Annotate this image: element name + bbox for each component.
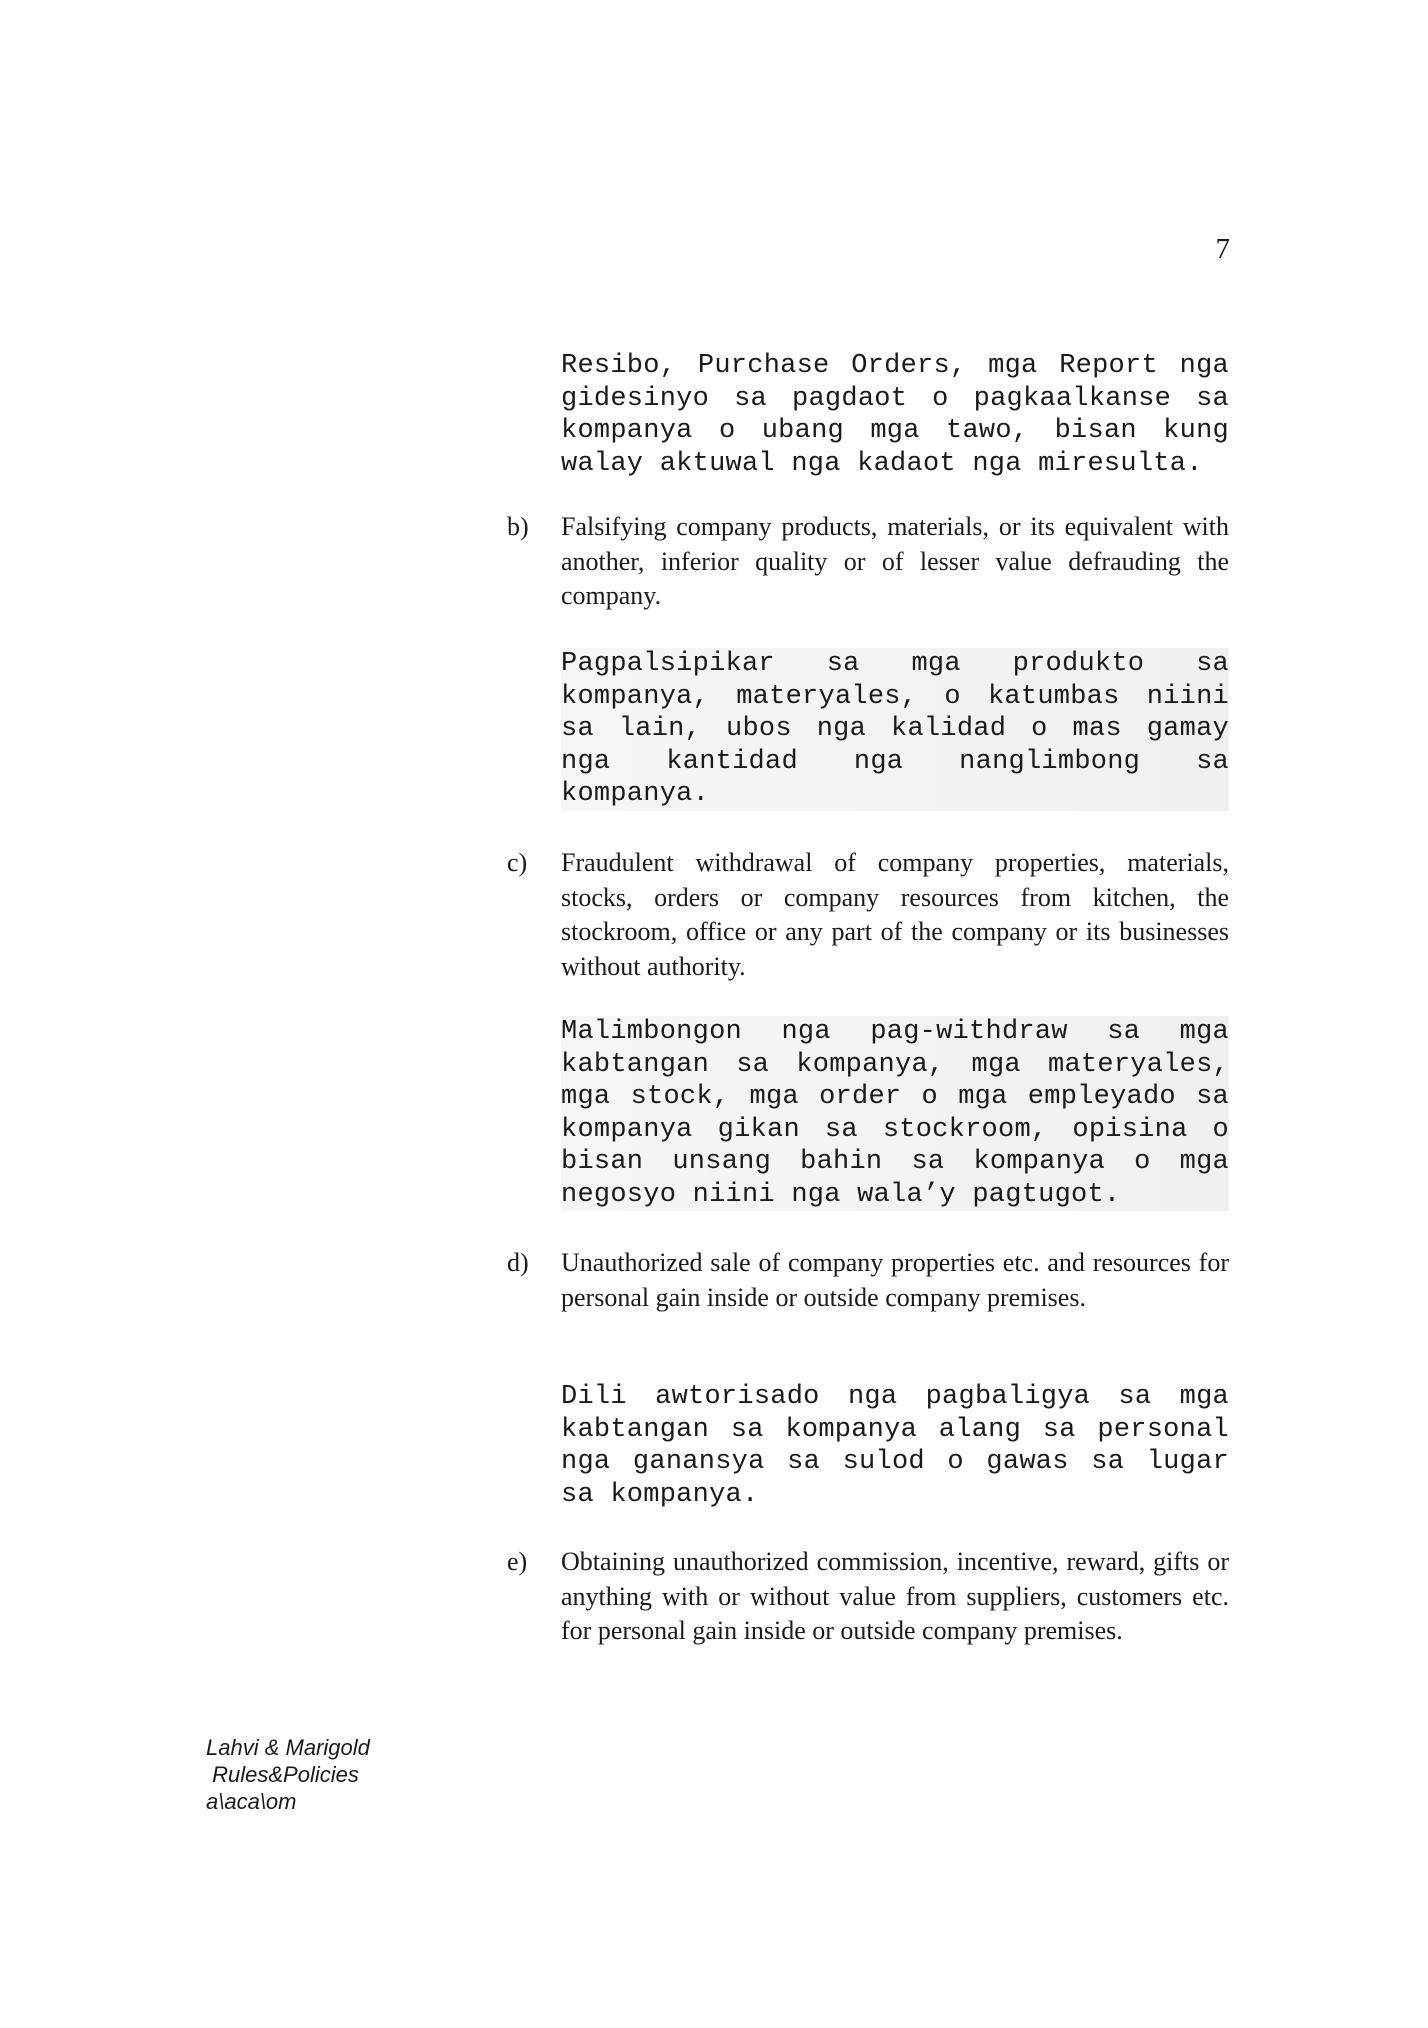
item-b-translation: Pagpalsipikar sa mga produkto sa kompanya, materyales, o katumbas niini sa lain, ubos nga kalidad o mas gamay nga kantidad nga nanglimbong sa kompanya. bbox=[561, 649, 1229, 809]
item-d-english: Unauthorized sale of company properties etc. and resources for personal gain inside or outside company premises. bbox=[561, 1248, 1229, 1312]
item-b-letter: b) bbox=[507, 512, 529, 541]
item-c-translation: Malimbongon nga pag-withdraw sa mga kabtangan sa kompanya, mga materyales, mga stock, mga order o mga empleyado sa kompanya gikan sa stockroom, opisina o bisan unsang bahin sa kompanya o mga negosyo niini nga wala’y pagtugot. bbox=[561, 1017, 1229, 1210]
item-c-english: Fraudulent withdrawal of company properties, materials, stocks, orders or company resources from kitchen, the stockroom, office or any part of the company or its businesses without authority. bbox=[561, 848, 1229, 981]
footer-line-1: Lahvi & Marigold bbox=[206, 1735, 370, 1760]
footer-line-3: a\aca\om bbox=[206, 1789, 297, 1814]
item-d-letter: d) bbox=[507, 1248, 529, 1277]
footer-note bbox=[206, 1734, 370, 1815]
page-number: 7 bbox=[1215, 233, 1230, 265]
item-e-letter: e) bbox=[507, 1547, 528, 1576]
item-e-english: Obtaining unauthorized commission, incentive, reward, gifts or anything with or without value from suppliers, customers etc. for personal gain inside or outside company premises. bbox=[561, 1547, 1229, 1645]
intro-translation-paragraph: Resibo, Purchase Orders, mga Report nga gidesinyo sa pagdaot o pagkaalkanse sa kompanya o ubang mga tawo, bisan kung walay aktuwal nga kadaot nga miresulta. bbox=[561, 351, 1229, 479]
item-d-translation: Dili awtorisado nga pagbaligya sa mga kabtangan sa kompanya alang sa personal nga ganansya sa sulod o gawas sa lugar sa kompanya. bbox=[561, 1382, 1229, 1510]
item-c-letter: c) bbox=[507, 848, 528, 877]
footer-line-2: Rules&Policies bbox=[206, 1762, 359, 1787]
item-b-english: Falsifying company products, materials, or its equivalent with another, inferior quality or of lesser value defrauding the company. bbox=[561, 512, 1229, 610]
